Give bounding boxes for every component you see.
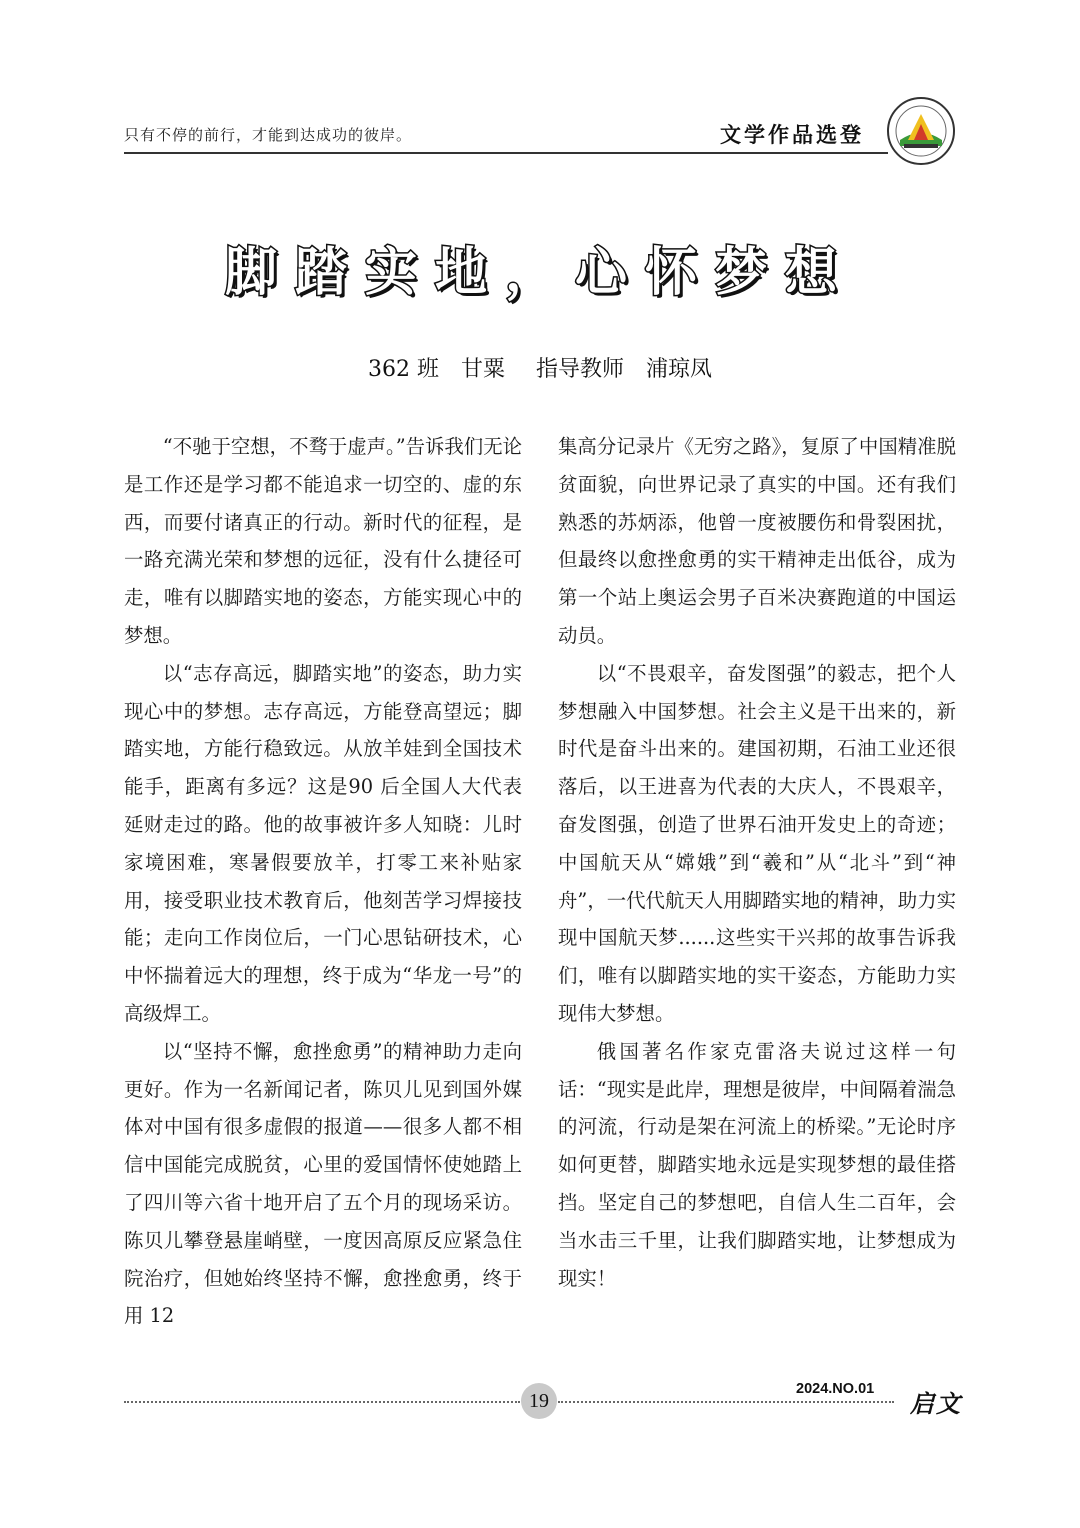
header-motto: 只有不停的前行，才能到达成功的彼岸。 [124,126,413,144]
section-title: 文学作品选登 [720,123,864,147]
paragraph: 以“志存高远，脚踏实地”的姿态，助力实现心中的梦想。志存高远，方能登高望远；脚踏实地，方能行稳致远。从放羊娃到全国技术能手，距离有多远？这是90 后全国人大代表延财走过的路。他的故事被许多人知晓：儿时家境困难，寒暑假要放羊，打零工来补贴家用，接受职业技术教育后，他刻苦学习焊接技能；走向工作岗位后，一门心思钻研技术，心中怀揣着远大的理想，终于成为“华龙一号”的高级焊工。 [124,661,522,1025]
issue-number: 2024.NO.01 [796,1381,875,1397]
teacher-name: 指导教师 浦琼凤 [535,357,712,382]
paragraph: 以“坚持不懈，愈挫愈勇”的精神助力走向更好。作为一名新闻记者，陈贝儿见到国外媒体对中国有很多虚假的报道——很多人都不相信中国能完成脱贫，心里的爱国情怀使她踏上了四川等六省十地开启了五个月的现场采访。陈贝儿攀登悬崖峭壁，一度因高原反应紧急住院治疗，但她始终坚持不懈，愈挫愈勇，终于用 12 [124,1039,522,1328]
paragraph: 以“不畏艰辛，奋发图强”的毅志，把个人梦想融入中国梦想。社会主义是干出来的，新时代是奋斗出来的。建国初期，石油工业还很落后，以王进喜为代表的大庆人，不畏艰辛，奋发图强，创造了世界石油开发史上的奇迹；中国航天从“嫦娥”到“羲和”从“北斗”到“神舟”，一代代航天人用脚踏实地的精神，助力实现中国航天梦......这些实干兴邦的故事告诉我们，唯有以脚踏实地的实干姿态，方能助力实现伟大梦想。 [558,661,956,1025]
paragraph: “不驰于空想，不骛于虚声。”告诉我们无论是工作还是学习都不能追求一切空的、虚的东西，而要付诸真正的行动。新时代的征程，是一路充满光荣和梦想的远征，没有什么捷径可走，唯有以脚踏实地的姿态，方能实现心中的梦想。 [124,435,522,647]
header-divider [124,152,888,154]
article-left-column [124,428,522,1335]
magazine-name: 启文 [910,1389,962,1418]
paragraph-continuation: 集高分记录片《无穷之路》，复原了中国精准脱贫面貌，向世界记录了真实的中国。还有我们熟悉的苏炳添，他曾一度被腰伤和骨裂困扰，但最终以愈挫愈勇的实干精神走出低谷，成为第一个站上奥运会男子百米决赛跑道的中国运动员。 [558,435,956,647]
author-class: 362 班 甘粟 [367,357,505,382]
footer-divider-right [558,1401,894,1403]
footer-divider-left [124,1401,520,1403]
paragraph: 俄国著名作家克雷洛夫说过这样一句话：“现实是此岸，理想是彼岸，中间隔着湍急的河流，行动是架在河流上的桥梁。”无论时序如何更替，脚踏实地永远是实现梦想的最佳搭挡。坚定自己的梦想吧，自信人生二百年，会当水击三千里，让我们脚踏实地，让梦想成为现实！ [558,1039,956,1290]
article-right-column [558,428,956,1297]
byline [0,352,1080,383]
school-logo-icon [886,96,956,166]
article-title: 脚踏实地，心怀梦想 [224,243,855,303]
page-number: 19 [521,1383,557,1419]
